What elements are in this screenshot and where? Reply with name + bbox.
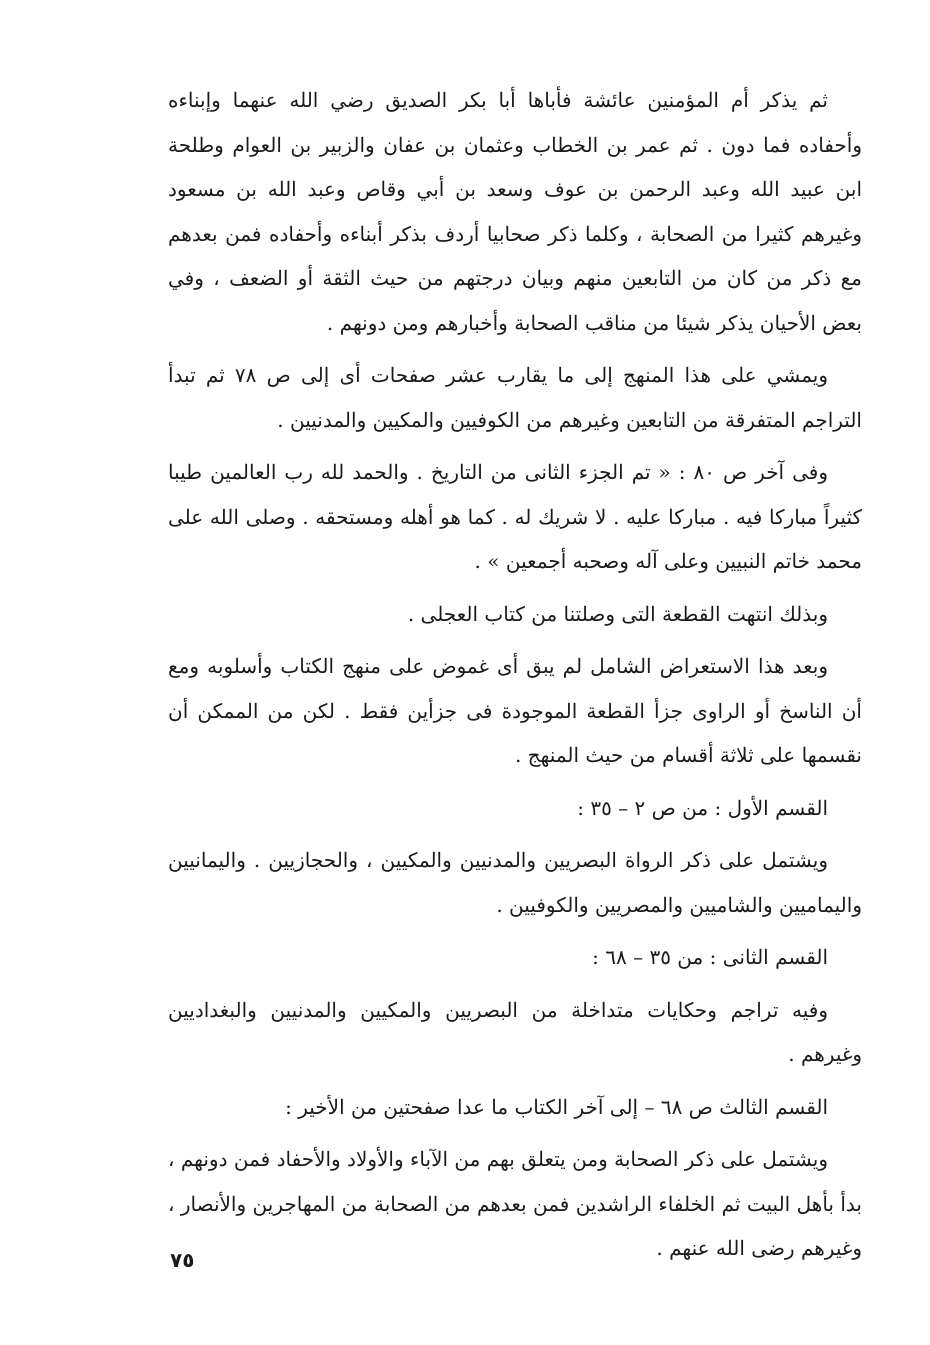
section-one-heading: القسم الأول : من ص ٢ – ٣٥ : bbox=[577, 795, 828, 820]
section-two-description: وفيه تراجم وحكايات متداخلة من البصريين والمكيين والمدنيين والبغداديين وغيرهم . bbox=[168, 997, 862, 1066]
page-number: ٧٥ bbox=[170, 1248, 195, 1272]
section-two-heading: القسم الثانى : من ٣٥ – ٦٨ : bbox=[592, 945, 828, 969]
paragraph-end-of-part-two: وفى آخر ص ٨٠ : « تم الجزء الثانى من التاريخ . والحمد لله رب العالمين طيبا كثيراً مباركا فيه . مباركا عليه . لا شريك له . كما هو أهله ومستحقه . وصلى الله على محمد خاتم النبيين وعلى آله وصحبه أجمعين » . bbox=[168, 460, 862, 573]
paragraph-overview-division: وبعد هذا الاستعراض الشامل لم يبق أى غموض على منهج الكتاب وأسلوبه ومع أن الناسخ أو الراوى جزأ القطعة الموجودة فى جزأين فقط . لكن من الممكن أن نقسمها على ثلاثة أقسام من حيث المنهج . bbox=[168, 654, 862, 767]
paragraph-method-continuation: ويمشي على هذا المنهج إلى ما يقارب عشر صفحات أى إلى ص ٧٨ ثم تبدأ التراجم المتفرقة من التابعين وغيرهم من الكوفيين والمكيين والمدنيين . bbox=[168, 363, 862, 432]
section-three-description: ويشتمل على ذكر الصحابة ومن يتعلق بهم من الآباء والأولاد والأحفاد فمن دونهم ، بدأ بأهل البيت ثم الخلفاء الراشدين فمن بعدهم من الصحابة من المهاجرين والأنصار ، وغيرهم رضى الله عنهم . bbox=[168, 1147, 862, 1260]
section-one-description: ويشتمل على ذكر الرواة البصريين والمدنيين والمكيين ، والحجازيين . واليمانيين واليماميين والشاميين والمصريين والكوفيين . bbox=[168, 848, 862, 917]
paragraph-sahaba-listing: ثم يذكر أم المؤمنين عائشة فأباها أبا بكر الصديق رضي الله عنهما وإبناءه وأحفاده فما دون . ثم عمر بن الخطاب وعثمان بن عفان والزبير بن العوام وطلحة ابن عبيد الله وعبد الرحمن بن عوف وسعد بن أبي وقاص وعبد الله بن مسعود وغيرهم كثيرا من الصحابة ، وكلما ذكر صحابيا أردف بذكر أبناءه وأحفاده فمن بعدهم مع ذكر من كان من التابعين منهم وبيان درجتهم من حيث الثقة أو الضعف ، وفي بعض الأحيان يذكر شيئا من مناقب الصحابة وأخبارهم ومن دونهم . bbox=[168, 88, 863, 335]
section-three-heading: القسم الثالث ص ٦٨ – إلى آخر الكتاب ما عدا صفحتين من الأخير : bbox=[285, 1094, 828, 1119]
paragraph-end-of-fragment: وبذلك انتهت القطعة التى وصلتنا من كتاب العجلى . bbox=[407, 601, 828, 626]
body-text bbox=[168, 78, 862, 1279]
